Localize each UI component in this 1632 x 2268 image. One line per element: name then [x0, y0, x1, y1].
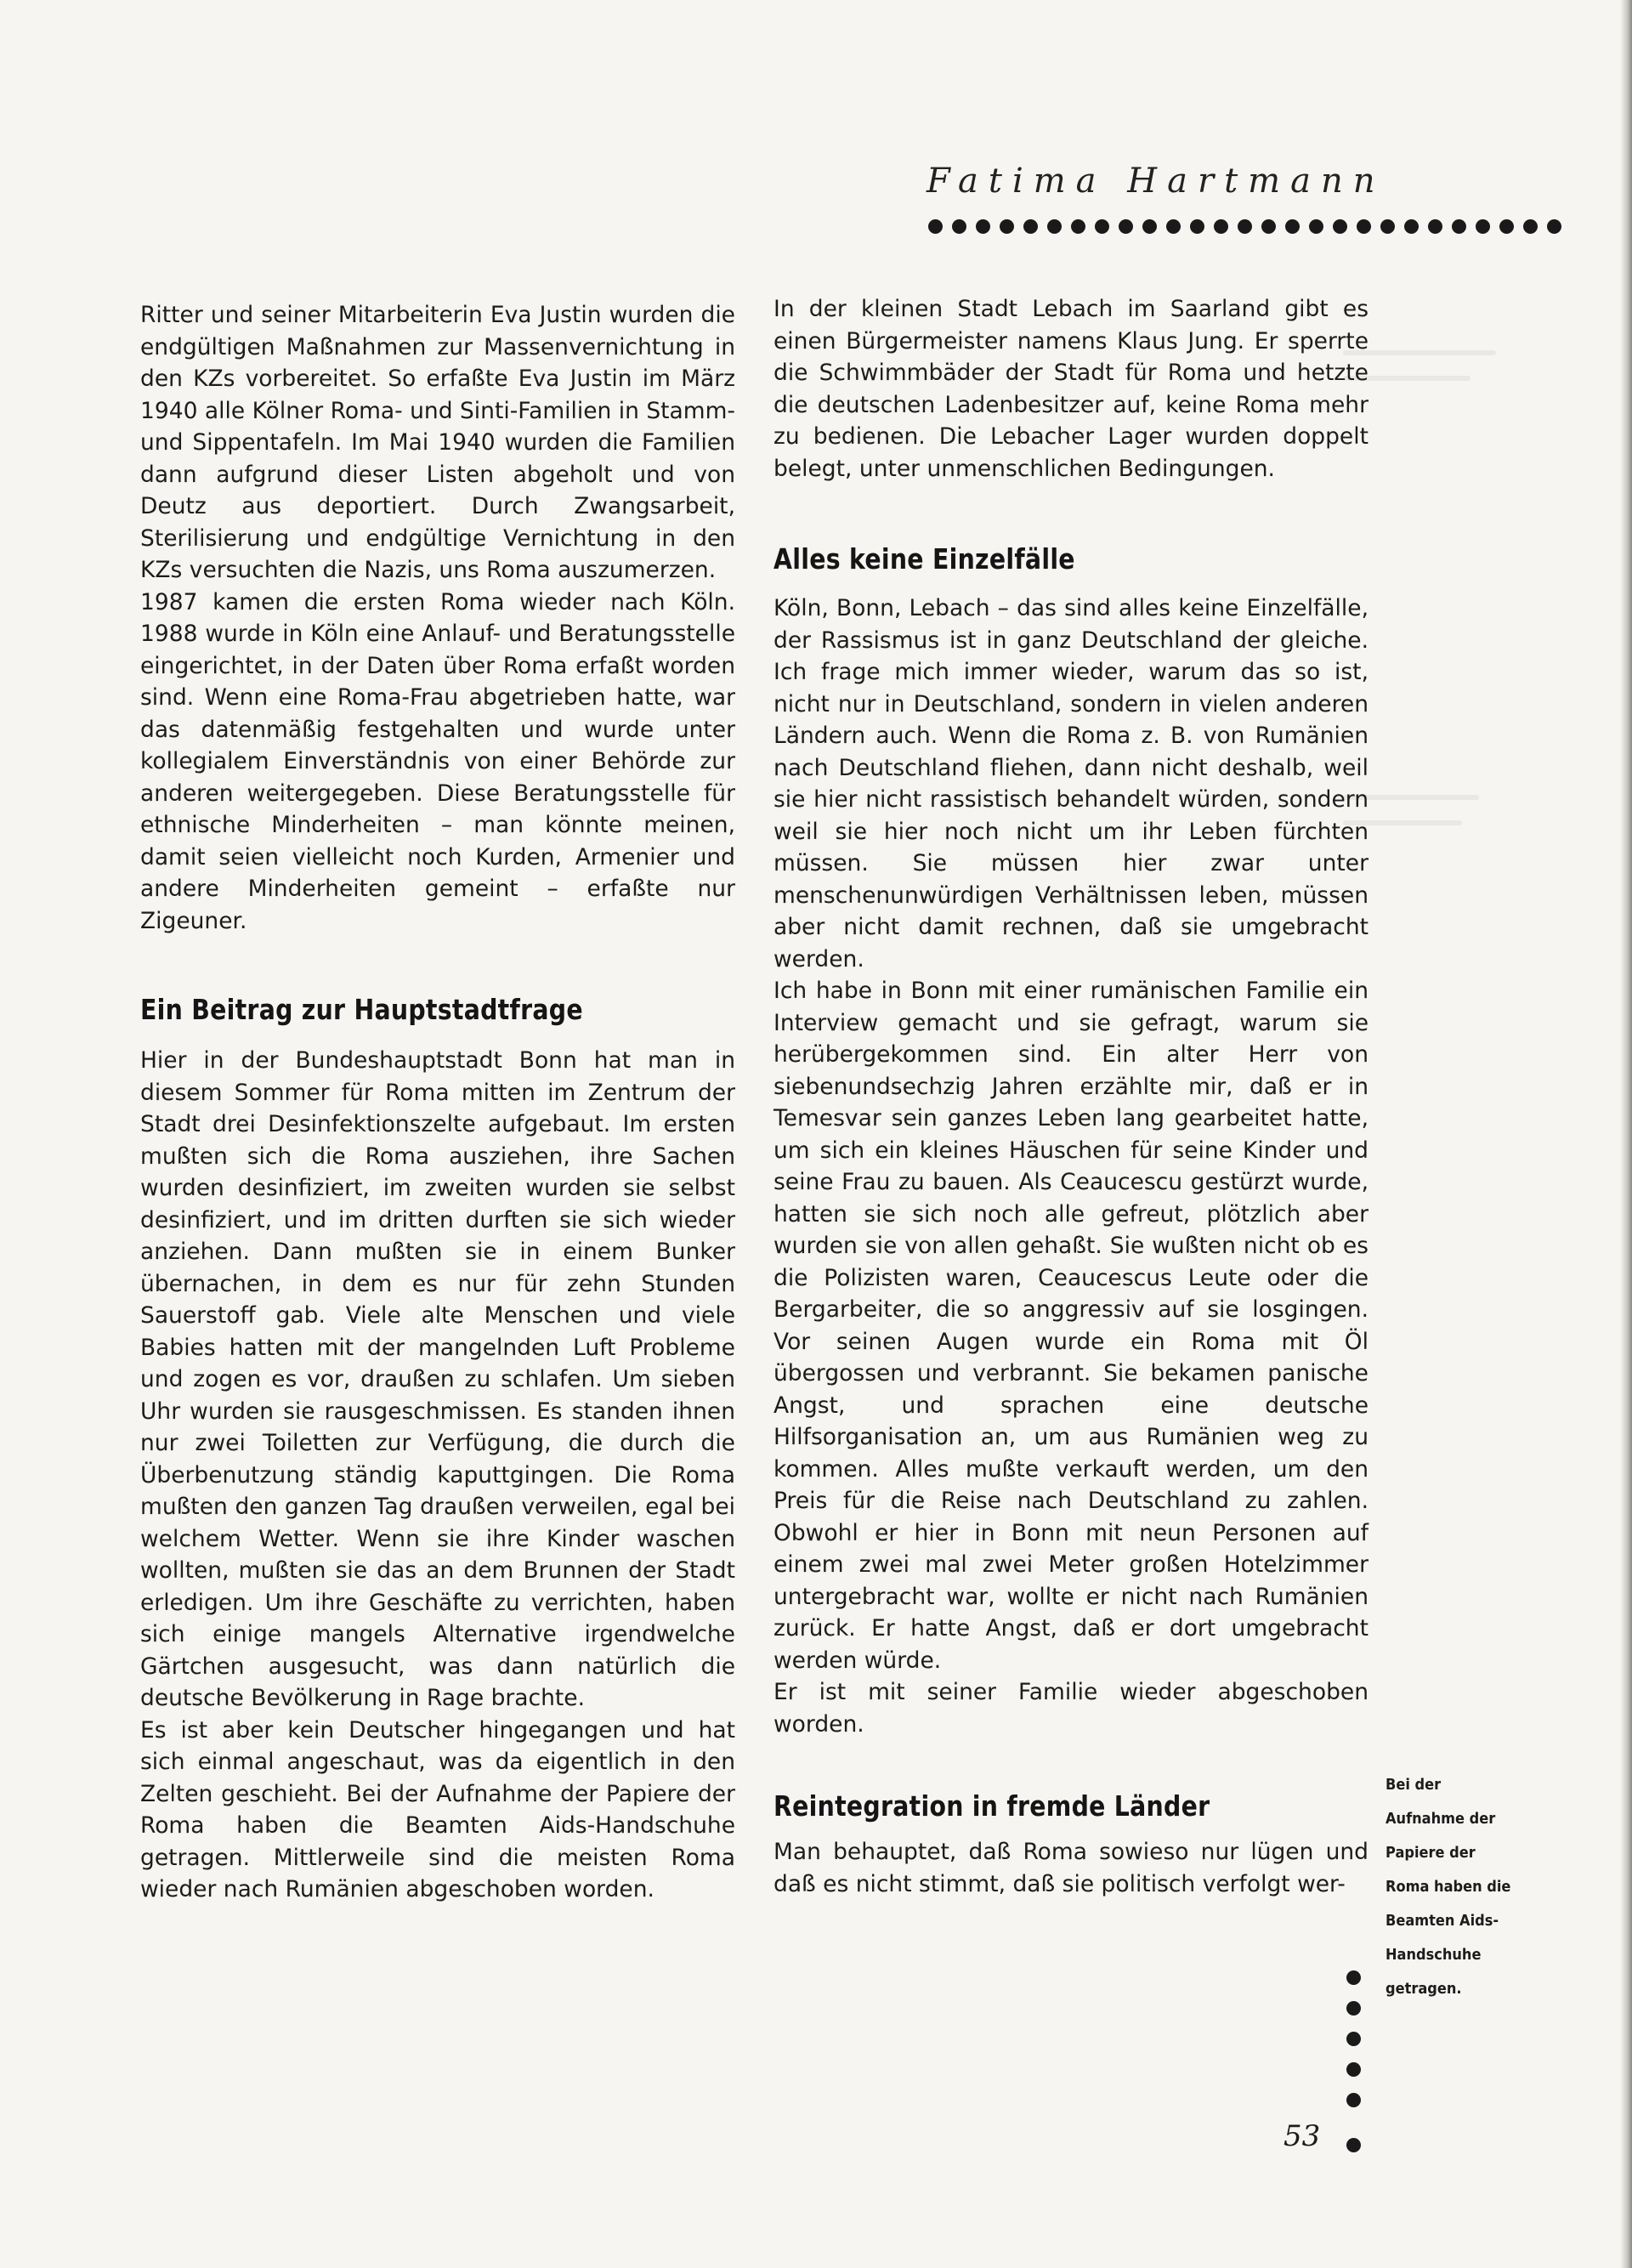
header-dot-rule [928, 219, 1571, 237]
body-paragraph: Er ist mit seiner Familie wieder abgeschoben worden. [774, 1679, 1368, 1738]
page-number: 53 [1284, 2119, 1321, 2153]
vertical-dot-rule [1346, 1970, 1363, 2123]
page-number-dot [1346, 2138, 1361, 2152]
body-paragraph: Köln, Bonn, Lebach – das sind alles keine Einzelfälle, der Rassismus ist in ganz Deutschland der gleiche. Ich frage mich immer wieder, warum das so ist, nicht nur in Deutschland, sondern in vielen anderen Ländern auch. Wenn die Roma z. B. von Rumänien nach Deutschland fliehen, dann nicht deshalb, weil sie hier nicht rassistisch behandelt würden, sondern weil sie hier noch nicht um ihr Leben fürchten müssen. Sie müssen hier zwar unter menschenunwürdigen Verhältnissen leben, müssen aber nicht damit rechnen, daß sie umgebracht werden. [774, 595, 1368, 972]
body-paragraph: Es ist aber kein Deutscher hingegangen und hat sich einmal angeschaut, was da eigentlich in den Zelten geschieht. Bei der Aufnahme der Papiere der Roma haben die Beamten Aids-Handschuhe getragen. Mittlerweile sind die meisten Roma wieder nach Rumänien abgeschoben worden. [140, 1716, 735, 1902]
sidebar-caption: Bei der Aufnahme der Papiere der Roma haben die Beamten Aids-Handschuhe getragen. [1386, 1776, 1511, 1998]
section-heading: Reintegration in fremde Länder [774, 1789, 1210, 1823]
body-paragraph: 1987 kamen die ersten Roma wieder nach Köln. 1988 wurde in Köln eine Anlauf- und Beratungsstelle eingerichtet, in der Daten über Roma erfaßt worden sind. Wenn eine Roma-Frau abgetrieben hatte, war das datenmäßig festgehalten und wurde unter kollegialem Einverständnis von einer Behörde zur anderen weitergegeben. Diese Beratungsstelle für ethnische Minderheiten – man könnte meinen, damit seien vielleicht noch Kurden, Armenier und andere Minderheiten gemeint – erfaßte nur Zigeuner. [140, 588, 735, 934]
section-heading: Alles keine Einzelfälle [774, 542, 1075, 576]
right-column [774, 293, 1368, 1900]
body-paragraph: In der kleinen Stadt Lebach im Saarland gibt es einen Bürgermeister namens Klaus Jung. Er sperrte die Schwimmbäder der Stadt für Roma und hetzte die deutschen Ladenbesitzer auf, keine Roma mehr zu bedienen. Die Lebacher Lager wurden doppelt belegt, unter unmenschlichen Bedingungen. [774, 296, 1368, 482]
section-heading: Ein Beitrag zur Hauptstadtfrage [140, 993, 583, 1026]
body-paragraph: Man behauptet, daß Roma sowieso nur lügen und daß es nicht stimmt, daß sie politisch verfolgt wer- [774, 1839, 1368, 1897]
page-edge-shadow [1620, 0, 1632, 2268]
body-paragraph: Hier in der Bundeshauptstadt Bonn hat man in diesem Sommer für Roma mitten im Zentrum der Stadt drei Desinfektionszelte aufgebaut. Im ersten mußten sich die Roma ausziehen, ihre Sachen wurden desinfiziert, im zweiten wurden sie selbst desinfiziert, und im dritten durften sie sich wieder anziehen. Dann mußten sie in einem Bunker übernachen, in dem es nur für zehn Stunden Sauerstoff gab. Viele alte Menschen und viele Babies hatten mit der mangelnden Luft Probleme und zogen es vor, draußen zu schlafen. Um sieben Uhr wurden sie rausgeschmissen. Es standen ihnen nur zwei Toiletten zur Verfügung, die durch die Überbenutzung ständig kaputtgingen. Die Roma mußten den ganzen Tag draußen verweilen, egal bei welchem Wetter. Wenn sie ihre Kinder waschen wollten, mußten sie das an dem Brunnen der Stadt erledigen. Um ihre Geschäfte zu verrichten, haben sich einige mangels Alternative irgendwelche Gärtchen ausgesucht, was dann natürlich die deutsche Bevölkerung in Rage brachte. [140, 1047, 735, 1711]
left-column [140, 299, 735, 1906]
body-paragraph: Ritter und seiner Mitarbeiterin Eva Justin wurden die endgültigen Maßnahmen zur Massenvernichtung in den KZs vorbereitet. So erfaßte Eva Justin im März 1940 alle Kölner Roma- und Sinti-Familien in Stamm- und Sippentafeln. Im Mai 1940 wurden die Familien dann aufgrund dieser Listen abgeholt und von Deutz aus deportiert. Durch Zwangsarbeit, Sterilisierung und endgültige Vernichtung in den KZs versuchten die Nazis, uns Roma auszumerzen. [140, 302, 735, 583]
author-name: Fatima Hartmann [926, 162, 1386, 201]
body-paragraph: Ich habe in Bonn mit einer rumänischen Familie ein Interview gemacht und sie gefragt, warum sie herübergekommen sind. Ein alter Herr von siebenundsechzig Jahren erzählte mir, daß er in Temesvar sein ganzes Leben lang gearbeitet hatte, um sich ein kleines Häuschen für seine Kinder und seine Frau zu bauen. Als Ceaucescu gestürzt wurde, hatten sie sich noch alle gefreut, plötzlich aber wurden sie von allen gehaßt. Sie wußten nicht ob es die Polizisten waren, Ceaucescus Leute oder die Bergarbeiter, die so anggressiv auf sie losgingen. Vor seinen Augen wurde ein Roma mit Öl übergossen und verbrannt. Sie bekamen panische Angst, und sprachen eine deutsche Hilfsorganisation an, um aus Rumänien weg zu kommen. Alles mußte verkauft werden, um den Preis für die Reise nach Deutschland zu zahlen. Obwohl er hier in Bonn mit neun Personen auf einem zwei mal zwei Meter großen Hotelzimmer untergebracht war, wollte er nicht nach Rumänien zurück. Er hatte Angst, daß er dort umgebracht werden würde. [774, 978, 1368, 1674]
